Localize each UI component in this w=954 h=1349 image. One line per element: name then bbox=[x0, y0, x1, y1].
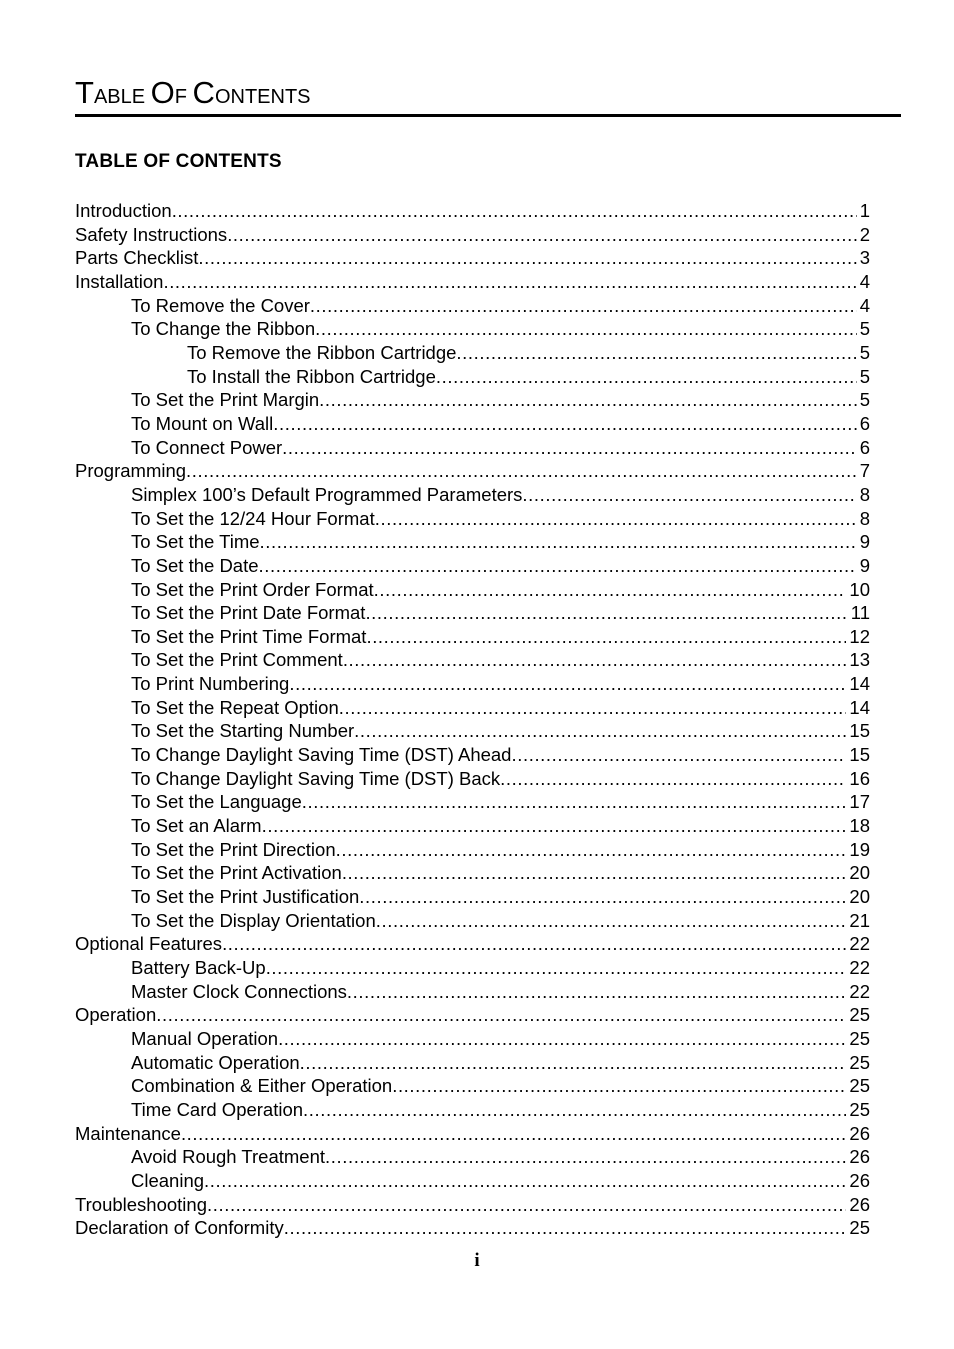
toc-dot-leader bbox=[522, 483, 856, 507]
title-part: C bbox=[192, 75, 215, 110]
toc-entry-title: To Change Daylight Saving Time (DST) Back bbox=[131, 767, 501, 789]
toc-entry-page: 22 bbox=[849, 933, 870, 955]
toc-dot-leader bbox=[204, 1169, 846, 1193]
toc-entry-title: To Set the Print Date Format bbox=[131, 602, 366, 624]
toc-entry-title: To Print Numbering bbox=[131, 673, 290, 695]
title-part: F bbox=[174, 86, 193, 108]
toc-entry[interactable] bbox=[75, 223, 870, 247]
toc-entry[interactable] bbox=[75, 743, 870, 767]
toc-entry-page: 1 bbox=[859, 200, 870, 221]
page-title bbox=[75, 77, 311, 108]
toc-entry-page: 6 bbox=[859, 436, 870, 458]
toc-entry[interactable] bbox=[75, 719, 870, 743]
toc-entry-title: To Install the Ribbon Cartridge bbox=[187, 365, 436, 387]
toc-entry-title: Battery Back-Up bbox=[131, 957, 266, 978]
toc-entry[interactable] bbox=[75, 980, 870, 1004]
toc-entry-title: To Set the Starting Number bbox=[131, 720, 355, 742]
toc-entry[interactable] bbox=[75, 341, 870, 365]
toc-entry-title: Installation bbox=[75, 270, 164, 292]
toc-entry-title: To Set an Alarm bbox=[131, 815, 262, 837]
toc-dot-leader bbox=[500, 767, 846, 791]
toc-entry-page: 19 bbox=[849, 838, 870, 860]
toc-dot-leader bbox=[302, 790, 847, 814]
toc-entry-title: Maintenance bbox=[75, 1122, 181, 1144]
toc-entry-title: To Set the Date bbox=[131, 554, 259, 576]
toc-entry-page: 10 bbox=[849, 578, 870, 600]
toc-entry-page: 26 bbox=[849, 1146, 870, 1168]
toc-entry-page: 3 bbox=[859, 247, 870, 269]
toc-entry-title: To Connect Power bbox=[131, 436, 283, 458]
toc-entry-page: 8 bbox=[859, 507, 870, 529]
title-part: ONTENTS bbox=[214, 86, 311, 108]
toc-entry-title: To Set the Print Activation bbox=[131, 862, 342, 884]
toc-entry-title: Parts Checklist bbox=[75, 247, 199, 269]
toc-entry[interactable] bbox=[75, 672, 870, 696]
toc-entry-title: Avoid Rough Treatment bbox=[131, 1146, 326, 1168]
toc-entry-title: To Remove the Ribbon Cartridge bbox=[187, 341, 457, 363]
toc-entry[interactable] bbox=[75, 365, 870, 389]
toc-entry-title: To Set the Print Comment bbox=[131, 649, 343, 671]
toc-dot-leader bbox=[342, 861, 847, 885]
toc-entry[interactable] bbox=[75, 1051, 870, 1075]
toc-entry[interactable] bbox=[75, 1169, 870, 1193]
toc-dot-leader bbox=[227, 223, 857, 247]
toc-entry[interactable] bbox=[75, 790, 870, 814]
toc-entry[interactable] bbox=[75, 861, 870, 885]
toc-entry[interactable] bbox=[75, 578, 870, 602]
toc-entry-title: To Set the Print Margin bbox=[131, 389, 320, 411]
toc-entry[interactable] bbox=[75, 1193, 870, 1217]
toc-entry-page: 7 bbox=[859, 460, 870, 482]
toc-entry-title: To Set the Print Time Format bbox=[131, 625, 367, 647]
toc-entry-title: To Set the 12/24 Hour Format bbox=[131, 507, 375, 529]
toc-entry[interactable] bbox=[75, 885, 870, 909]
toc-entry-page: 4 bbox=[859, 294, 870, 316]
toc-dot-leader bbox=[266, 956, 847, 980]
toc-entry-page: 15 bbox=[849, 744, 870, 766]
toc-dot-leader bbox=[366, 625, 846, 649]
toc-entry[interactable] bbox=[75, 625, 870, 649]
toc-entry-page: 4 bbox=[859, 270, 870, 292]
toc-entry[interactable] bbox=[75, 554, 870, 578]
toc-entry-title: To Change Daylight Saving Time (DST) Ahead bbox=[131, 744, 512, 766]
toc-dot-leader bbox=[319, 388, 857, 412]
toc-entry-title: Safety Instructions bbox=[75, 223, 228, 245]
toc-entry-page: 25 bbox=[849, 1051, 870, 1073]
toc-entry-page: 25 bbox=[849, 1217, 870, 1239]
toc-entry-page: 25 bbox=[849, 1004, 870, 1026]
toc-entry[interactable] bbox=[75, 199, 870, 223]
toc-entry-page: 14 bbox=[849, 673, 870, 695]
toc-entry[interactable] bbox=[75, 696, 870, 720]
toc-entry[interactable] bbox=[75, 270, 870, 294]
toc-entry-title: To Remove the Cover bbox=[131, 294, 310, 316]
toc-dot-leader bbox=[198, 246, 856, 270]
title-part: ABLE bbox=[93, 86, 151, 108]
toc-dot-leader bbox=[315, 317, 857, 341]
toc-dot-leader bbox=[325, 1145, 846, 1169]
toc-dot-leader bbox=[284, 1216, 847, 1240]
toc-list bbox=[75, 199, 870, 1240]
toc-dot-leader bbox=[339, 696, 847, 720]
toc-entry[interactable] bbox=[75, 412, 870, 436]
toc-entry-page: 5 bbox=[859, 318, 870, 340]
toc-entry-title: Master Clock Connections bbox=[131, 980, 347, 1002]
toc-entry[interactable] bbox=[75, 317, 870, 341]
toc-entry-title: Optional Features bbox=[75, 933, 223, 955]
toc-entry-title: To Set the Print Direction bbox=[131, 838, 336, 860]
toc-entry-page: 15 bbox=[849, 720, 870, 742]
toc-dot-leader bbox=[511, 743, 846, 767]
toc-entry[interactable] bbox=[75, 1027, 870, 1051]
toc-entry-page: 18 bbox=[849, 815, 870, 837]
toc-entry-page: 20 bbox=[849, 862, 870, 884]
toc-entry-title: Time Card Operation bbox=[131, 1098, 304, 1120]
toc-dot-leader bbox=[156, 1003, 846, 1027]
toc-dot-leader bbox=[343, 648, 847, 672]
title-part: O bbox=[150, 75, 175, 110]
toc-entry-page: 20 bbox=[849, 886, 870, 908]
toc-entry-page: 21 bbox=[849, 909, 870, 931]
toc-dot-leader bbox=[303, 1098, 846, 1122]
toc-entry[interactable] bbox=[75, 294, 870, 318]
toc-entry-title: To Set the Display Orientation bbox=[131, 909, 376, 931]
toc-dot-leader bbox=[347, 980, 847, 1004]
toc-dot-leader bbox=[260, 530, 857, 554]
toc-dot-leader bbox=[375, 507, 857, 531]
toc-entry[interactable] bbox=[75, 838, 870, 862]
toc-entry-page: 26 bbox=[849, 1122, 870, 1144]
toc-dot-leader bbox=[354, 719, 846, 743]
toc-entry-page: 17 bbox=[849, 791, 870, 813]
toc-entry-page: 14 bbox=[849, 696, 870, 718]
toc-entry[interactable] bbox=[75, 909, 870, 933]
toc-entry-title: Introduction bbox=[75, 200, 172, 221]
toc-entry-title: To Set the Print Order Format bbox=[131, 578, 374, 600]
toc-dot-leader bbox=[222, 932, 846, 956]
toc-dot-leader bbox=[259, 554, 857, 578]
toc-entry[interactable] bbox=[75, 1074, 870, 1098]
toc-entry[interactable] bbox=[75, 932, 870, 956]
toc-dot-leader bbox=[207, 1193, 846, 1217]
toc-dot-leader bbox=[278, 1027, 846, 1051]
toc-entry-title: Programming bbox=[75, 460, 187, 482]
toc-entry-page: 16 bbox=[849, 767, 870, 789]
toc-dot-leader bbox=[436, 365, 857, 389]
toc-entry[interactable] bbox=[75, 956, 870, 980]
toc-entry-title: Manual Operation bbox=[131, 1027, 279, 1049]
toc-entry-title: To Set the Language bbox=[131, 791, 302, 813]
toc-entry-page: 22 bbox=[849, 980, 870, 1002]
toc-dot-leader bbox=[376, 909, 847, 933]
toc-entry-page: 26 bbox=[849, 1193, 870, 1215]
toc-dot-leader bbox=[282, 436, 857, 460]
toc-entry-title: To Mount on Wall bbox=[131, 412, 274, 434]
toc-entry-title: Operation bbox=[75, 1004, 157, 1026]
toc-entry-title: Combination & Either Operation bbox=[131, 1075, 393, 1097]
toc-entry-title: To Change the Ribbon bbox=[131, 318, 316, 340]
toc-entry[interactable] bbox=[75, 1098, 870, 1122]
toc-dot-leader bbox=[392, 1074, 846, 1098]
toc-entry-page: 25 bbox=[849, 1075, 870, 1097]
toc-entry[interactable] bbox=[75, 1145, 870, 1169]
toc-entry-title: Automatic Operation bbox=[131, 1051, 300, 1073]
toc-dot-leader bbox=[359, 885, 846, 909]
toc-entry[interactable] bbox=[75, 388, 870, 412]
toc-entry[interactable] bbox=[75, 648, 870, 672]
toc-dot-leader bbox=[374, 578, 847, 602]
toc-dot-leader bbox=[273, 412, 856, 436]
toc-entry[interactable] bbox=[75, 767, 870, 791]
toc-entry-page: 5 bbox=[859, 389, 870, 411]
toc-entry-page: 11 bbox=[850, 602, 870, 624]
toc-entry-page: 25 bbox=[849, 1027, 870, 1049]
toc-entry-title: Troubleshooting bbox=[75, 1193, 207, 1215]
page-number: i bbox=[474, 1250, 480, 1271]
page-header bbox=[75, 75, 901, 117]
toc-entry-page: 9 bbox=[859, 531, 870, 553]
toc-dot-leader bbox=[172, 199, 857, 223]
toc-dot-leader bbox=[310, 294, 857, 318]
toc-dot-leader bbox=[181, 1122, 846, 1146]
toc-entry[interactable] bbox=[75, 507, 870, 531]
toc-entry-title: Declaration of Conformity bbox=[75, 1217, 284, 1239]
toc-entry[interactable] bbox=[75, 530, 870, 554]
toc-entry[interactable] bbox=[75, 1003, 870, 1027]
toc-entry-page: 8 bbox=[859, 483, 870, 505]
toc-entry-page: 13 bbox=[849, 649, 870, 671]
toc-entry-title: To Set the Print Justification bbox=[131, 886, 360, 908]
toc-entry-title: To Set the Repeat Option bbox=[131, 696, 339, 718]
toc-entry-page: 26 bbox=[849, 1169, 870, 1191]
toc-dot-leader bbox=[289, 672, 846, 696]
toc-dot-leader bbox=[186, 459, 857, 483]
toc-heading: TABLE OF CONTENTS bbox=[75, 151, 282, 172]
toc-entry-page: 6 bbox=[859, 412, 870, 434]
toc-entry-page: 5 bbox=[859, 341, 870, 363]
toc-dot-leader bbox=[336, 838, 847, 862]
toc-entry[interactable] bbox=[75, 814, 870, 838]
toc-entry[interactable] bbox=[75, 601, 870, 625]
toc-entry[interactable] bbox=[75, 459, 870, 483]
toc-dot-leader bbox=[456, 341, 856, 365]
toc-dot-leader bbox=[262, 814, 847, 838]
toc-entry[interactable] bbox=[75, 1122, 870, 1146]
toc-entry-page: 9 bbox=[859, 554, 870, 576]
toc-entry-page: 2 bbox=[859, 223, 870, 245]
toc-entry-page: 22 bbox=[849, 957, 870, 978]
toc-dot-leader bbox=[300, 1051, 847, 1075]
toc-dot-leader bbox=[365, 601, 847, 625]
toc-entry-page: 25 bbox=[849, 1098, 870, 1120]
toc-entry-title: Cleaning bbox=[131, 1169, 205, 1191]
toc-entry[interactable] bbox=[75, 483, 870, 507]
toc-entry[interactable] bbox=[75, 1216, 870, 1240]
toc-dot-leader bbox=[163, 270, 856, 294]
toc-entry[interactable] bbox=[75, 436, 870, 460]
toc-entry-title: Simplex 100’s Default Programmed Parameters bbox=[131, 483, 523, 505]
toc-entry[interactable] bbox=[75, 246, 870, 270]
toc-entry-page: 5 bbox=[859, 365, 870, 387]
toc-entry-title: To Set the Time bbox=[131, 531, 260, 553]
toc-entry-page: 12 bbox=[849, 625, 870, 647]
title-part: T bbox=[75, 75, 94, 110]
